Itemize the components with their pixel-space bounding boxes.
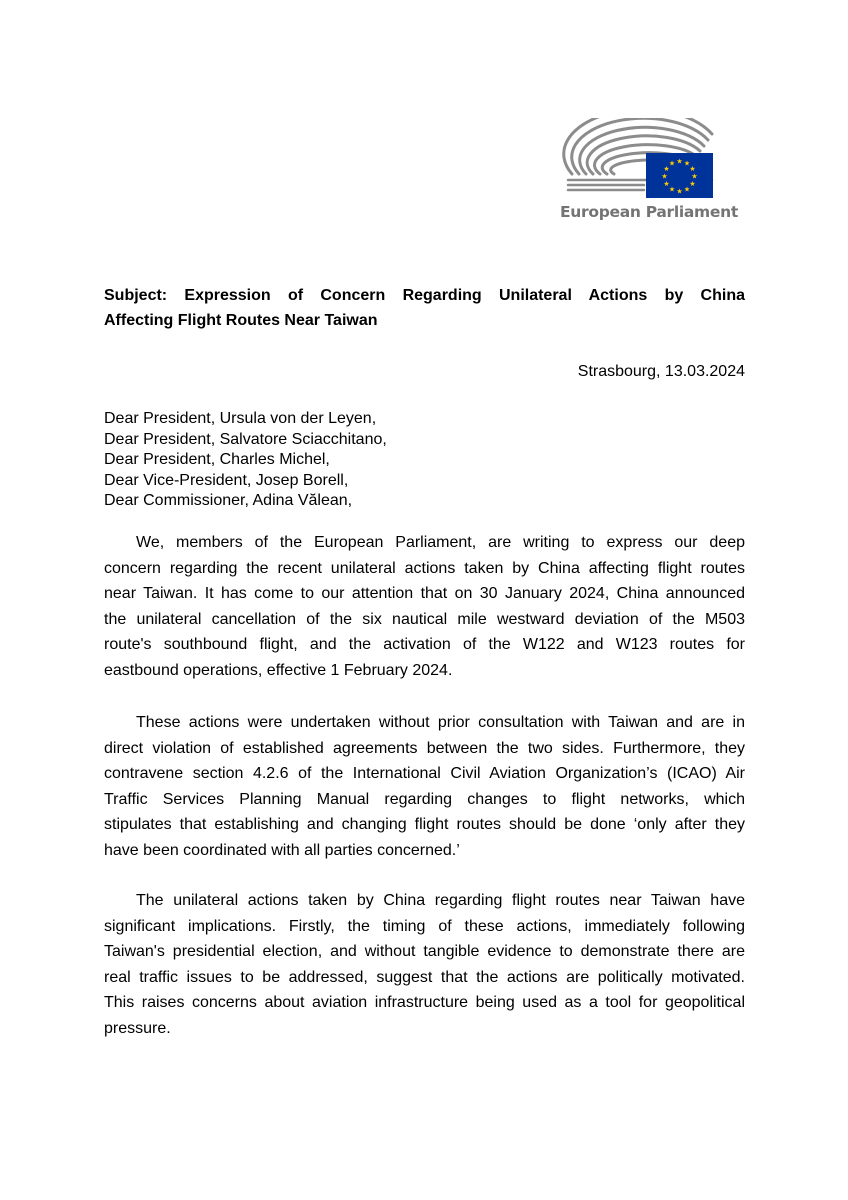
- salutation-line: Dear President, Ursula von der Leyen,: [104, 410, 377, 427]
- subject-line-1: Subject: Expression of Concern Regarding Unilateral Actions by China: [104, 287, 745, 304]
- svg-text:★: ★: [683, 185, 691, 194]
- svg-text:★: ★: [661, 172, 668, 181]
- salutation-line: Dear President, Charles Michel,: [104, 451, 330, 468]
- paragraph-line: near Taiwan. It has come to our attention that on 30 January 2024, China announced: [104, 585, 745, 603]
- salutation-block: [104, 409, 704, 512]
- letter-date: Strasbourg, 13.03.2024: [577, 363, 745, 380]
- svg-text:★: ★: [663, 180, 670, 188]
- paragraph-line: stipulates that establishing and changing flight routes should be done ‘only after they: [104, 816, 745, 834]
- paragraph-line: concern regarding the recent unilateral actions taken by China affecting flight routes: [104, 559, 745, 577]
- salutation-line: Dear President, Salvatore Sciacchitano,: [104, 430, 387, 448]
- paragraph-line: pressure.: [104, 1019, 171, 1037]
- svg-text:★: ★: [689, 165, 696, 173]
- svg-text:★: ★: [663, 165, 670, 173]
- paragraph-line: real traffic issues to be addressed, suggest that the actions are politically motivated.: [104, 968, 745, 986]
- svg-text:★: ★: [668, 185, 676, 194]
- svg-text:★: ★: [676, 157, 683, 166]
- paragraph-line: route's southbound flight, and the activation of the W122 and W123 routes for: [104, 636, 745, 654]
- paragraph-line: These actions were undertaken without prior consultation with Taiwan and are in: [136, 714, 745, 731]
- svg-text:★: ★: [676, 187, 683, 196]
- body-paragraph-2: [104, 710, 745, 864]
- paragraph-line: Taiwan's presidential election, and without tangible evidence to demonstrate there are: [104, 943, 745, 961]
- svg-text:★: ★: [683, 159, 691, 168]
- paragraph-line: significant implications. Firstly, the timing of these actions, immediately following: [104, 917, 745, 935]
- svg-text:★: ★: [668, 159, 676, 168]
- logo-wordmark: European Parliament: [560, 203, 738, 221]
- svg-text:★: ★: [691, 172, 698, 181]
- subject-line-2: Affecting Flight Routes Near Taiwan: [104, 312, 378, 329]
- svg-text:★: ★: [689, 180, 696, 188]
- paragraph-line: The unilateral actions taken by China regarding flight routes near Taiwan have: [136, 892, 745, 909]
- paragraph-line: have been coordinated with all parties concerned.’: [104, 841, 460, 859]
- paragraph-line: the unilateral cancellation of the six nautical mile westward deviation of the M503: [104, 610, 745, 628]
- paragraph-line: Traffic Services Planning Manual regarding changes to flight networks, which: [104, 790, 745, 808]
- paragraph-line: This raises concerns about aviation infrastructure being used as a tool for geopolitical: [104, 994, 745, 1012]
- salutation-line: Dear Vice-President, Josep Borell,: [104, 471, 349, 489]
- body-paragraph-1: [104, 530, 745, 684]
- paragraph-line: We, members of the European Parliament, are writing to express our deep: [136, 534, 745, 551]
- paragraph-line: direct violation of established agreements between the two sides. Furthermore, they: [104, 739, 745, 757]
- letter-subject: [104, 283, 745, 333]
- paragraph-line: eastbound operations, effective 1 February 2024.: [104, 661, 453, 679]
- salutation-line: Dear Commissioner, Adina Vălean,: [104, 492, 353, 509]
- body-paragraph-3: [104, 888, 745, 1042]
- paragraph-line: contravene section 4.2.6 of the International Civil Aviation Organization’s (ICAO) Air: [104, 765, 745, 783]
